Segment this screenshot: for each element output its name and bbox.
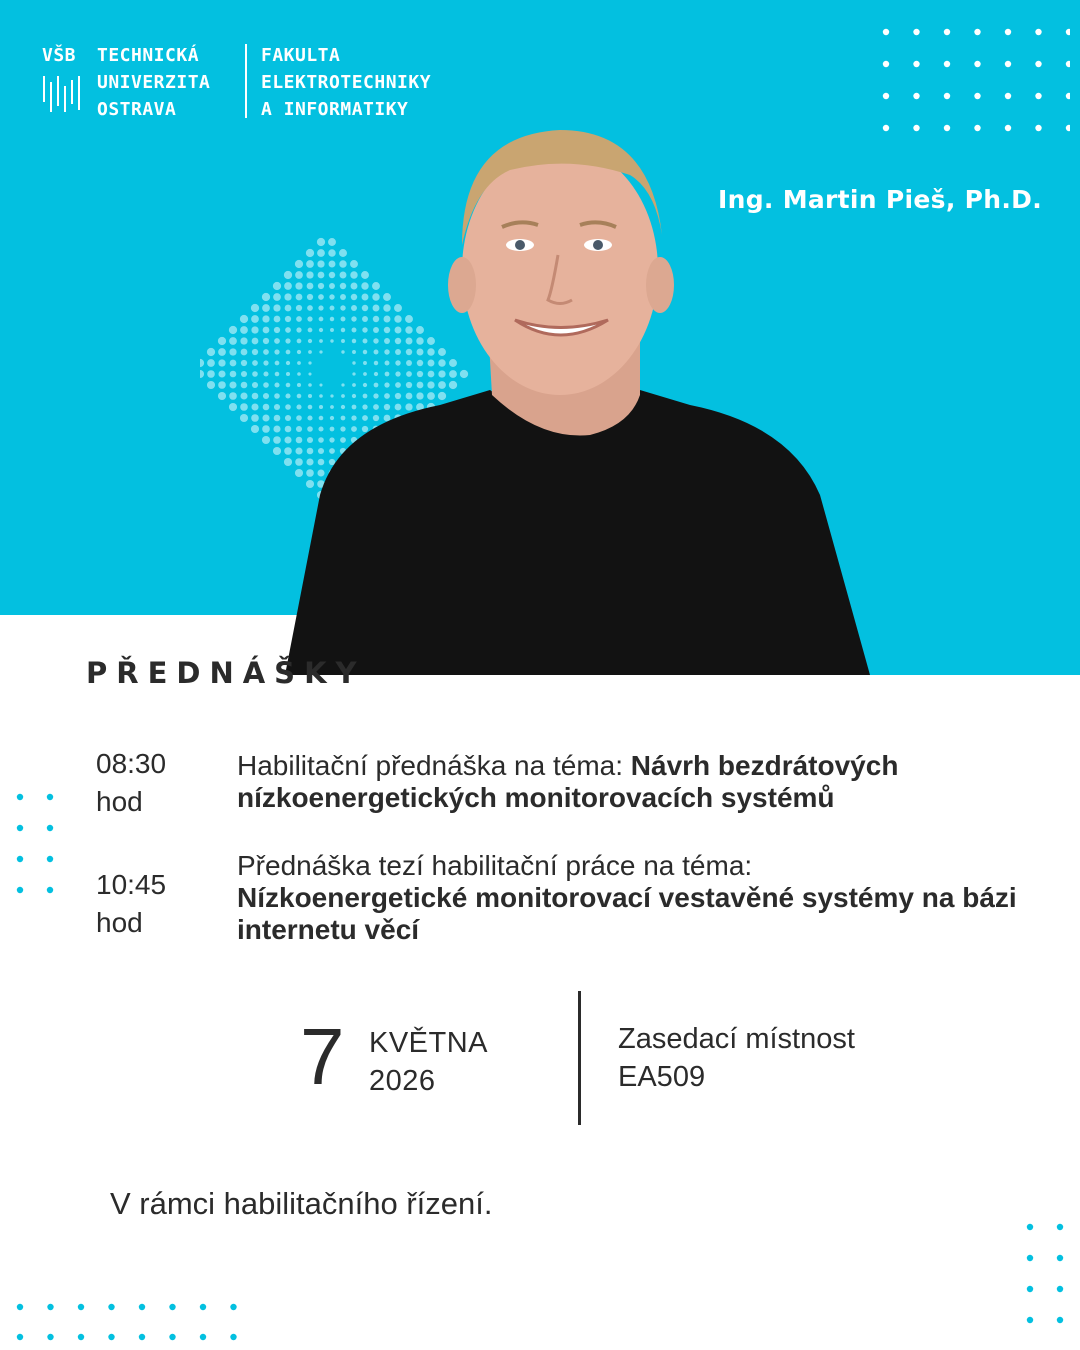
decor-dot	[108, 1334, 114, 1340]
speaker-name: Ing. Martin Pieš, Ph.D.	[718, 185, 1042, 214]
decor-dot	[78, 1304, 84, 1310]
lecture-topic: Nízkoenergetické monitorovací vestavěné systémy na bázi internetu věcí	[237, 882, 1017, 945]
decor-dot	[1066, 61, 1070, 67]
decor-dot	[944, 61, 950, 67]
decor-dot	[169, 1304, 175, 1310]
decor-dot	[944, 93, 950, 99]
decor-dot	[200, 359, 204, 367]
decor-dot	[974, 29, 980, 35]
decor-dot	[78, 1334, 84, 1340]
decor-dot	[218, 359, 225, 366]
decor-dot	[200, 1304, 206, 1310]
decor-dot	[17, 1334, 23, 1340]
decor-dot	[1066, 125, 1070, 131]
dot-grid-bottom-right	[1020, 1215, 1070, 1340]
speaker-portrait	[230, 95, 880, 675]
event-divider	[578, 991, 581, 1125]
decor-dot	[1027, 1317, 1033, 1323]
decor-dot	[207, 370, 215, 378]
lecture-intro: Přednáška tezí habilitační práce na téma:	[237, 850, 753, 881]
decor-dot	[17, 1304, 23, 1310]
logo-university-line: UNIVERZITA	[97, 72, 211, 93]
decor-dot	[169, 1334, 175, 1340]
logo-university-line: TECHNICKÁ	[97, 45, 200, 66]
decor-dot	[218, 370, 225, 377]
time-value: 10:45	[96, 869, 167, 900]
decor-dot	[1057, 1286, 1063, 1292]
decor-dot	[200, 370, 204, 378]
decor-dot	[218, 392, 226, 400]
decor-dot	[944, 29, 950, 35]
decor-dot	[944, 125, 950, 131]
decor-dot	[139, 1304, 145, 1310]
event-month-year	[369, 1024, 488, 1100]
decor-dot	[1005, 93, 1011, 99]
place-room-code: EA509	[618, 1061, 706, 1093]
decor-dot	[207, 348, 215, 356]
lecture-time-2	[96, 866, 166, 942]
decor-dot	[974, 125, 980, 131]
decor-dot	[1005, 61, 1011, 67]
decor-dot	[230, 1334, 236, 1340]
decor-dot	[1005, 29, 1011, 35]
decor-dot	[913, 93, 919, 99]
decor-dot	[47, 794, 53, 800]
decor-dot	[1035, 93, 1041, 99]
time-unit: hod	[96, 786, 143, 817]
decor-dot	[1035, 61, 1041, 67]
decor-dot	[200, 1334, 206, 1340]
dot-grid-left	[10, 785, 60, 900]
event-month: KVĚTNA	[369, 1027, 489, 1059]
decor-dot	[1057, 1255, 1063, 1261]
decor-dot	[913, 29, 919, 35]
logo-faculty-line: FAKULTA	[261, 45, 341, 66]
lecture-time-1	[96, 745, 166, 821]
decor-dot	[47, 1304, 53, 1310]
section-title: PŘEDNÁŠKY	[86, 656, 366, 690]
decor-dot	[218, 348, 226, 356]
logo-university-line: OSTRAVA	[97, 99, 177, 120]
decor-dot	[207, 359, 215, 367]
decor-dot	[883, 61, 889, 67]
decor-dot	[1027, 1224, 1033, 1230]
lecture-description-2	[237, 850, 1047, 946]
decor-dot	[218, 381, 226, 389]
decor-dot	[1027, 1286, 1033, 1292]
decor-dot	[230, 1304, 236, 1310]
logo-faculty-line: ELEKTROTECHNIKY	[261, 72, 432, 93]
decor-dot	[974, 93, 980, 99]
footer-note: V rámci habilitačního řízení.	[110, 1186, 493, 1221]
lecture-intro: Habilitační přednáška na téma:	[237, 750, 631, 781]
dot-grid-top-right	[870, 20, 1070, 140]
decor-dot	[218, 337, 226, 345]
decor-dot	[883, 125, 889, 131]
decor-dot	[108, 1304, 114, 1310]
decor-dot	[17, 856, 23, 862]
decor-dot	[47, 825, 53, 831]
decor-dot	[974, 61, 980, 67]
dot-grid-bottom-left	[10, 1295, 250, 1345]
decor-dot	[1027, 1255, 1033, 1261]
logo-vsb: VŠB	[42, 45, 77, 66]
event-place	[618, 1020, 855, 1096]
decor-dot	[1005, 125, 1011, 131]
logo-university-name	[97, 42, 210, 123]
decor-dot	[1066, 29, 1070, 35]
logo-faculty-line: A INFORMATIKY	[261, 99, 409, 120]
decor-dot	[1035, 125, 1041, 131]
decor-dot	[17, 794, 23, 800]
lecture-topic: Návrh bezdrátových nízkoenergetických monitorovacích systémů	[237, 750, 899, 813]
decor-dot	[883, 93, 889, 99]
decor-dot	[17, 825, 23, 831]
decor-dot	[47, 856, 53, 862]
decor-dot	[17, 887, 23, 893]
time-unit: hod	[96, 907, 143, 938]
decor-dot	[1035, 29, 1041, 35]
decor-dot	[913, 125, 919, 131]
lecture-description-1	[237, 750, 1047, 814]
decor-dot	[47, 1334, 53, 1340]
logo-bars-icon	[42, 76, 82, 112]
decor-dot	[913, 61, 919, 67]
time-value: 08:30	[96, 748, 167, 779]
decor-dot	[207, 381, 215, 389]
decor-dot	[1057, 1317, 1063, 1323]
decor-dot	[883, 29, 889, 35]
event-day: 7	[300, 1012, 345, 1101]
event-year: 2026	[369, 1065, 436, 1097]
decor-dot	[139, 1334, 145, 1340]
decor-dot	[1066, 93, 1070, 99]
place-room-label: Zasedací místnost	[618, 1023, 855, 1055]
decor-dot	[1057, 1224, 1063, 1230]
decor-dot	[47, 887, 53, 893]
